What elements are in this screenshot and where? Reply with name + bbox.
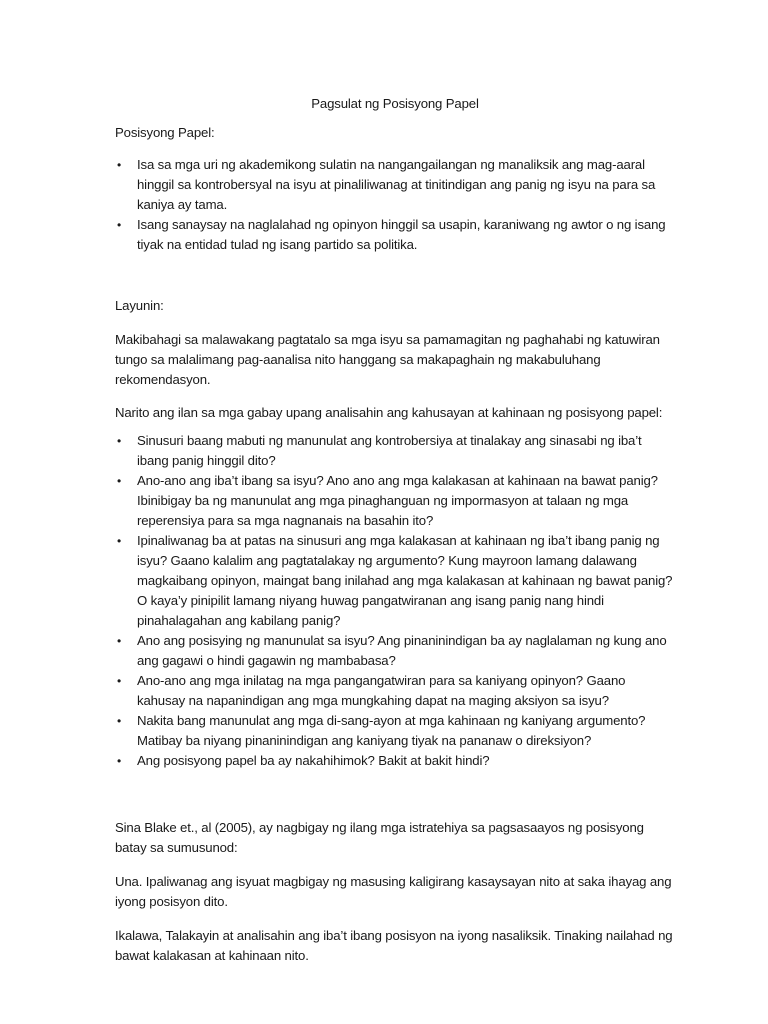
list-item-text: Isang sanaysay na naglalahad ng opinyon hinggil sa usapin, karaniwang ng awtor o ng isang tiyak na entidad tulad ng isang partido sa politika. (137, 217, 666, 252)
bullet-icon: • (117, 534, 122, 548)
list-item-text: Ano-ano ang iba’t ibang sa isyu? Ano ano ang mga kalakasan at kahinaan na bawat panig? Ibinibigay ba ng manunulat ang mga pinaghanguan ng impormasyon at talaan ng mga reperensiya para sa mga nagnanais na basahin ito? (137, 473, 658, 528)
list-item-text: Ipinaliwanag ba at patas na sinusuri ang mga kalakasan at kahinaan ng iba’t ibang panig ng isyu? Gaano kalalim ang pagtatalakay ng argumento? Kung mayroon lamang dalawang magkaibang opinyon, maingat bang inilahad ang mga kalakasan at kahinaan ng bawat panig? O kaya’y pinipilit lamang niyang huwag pangatwiranan ang isang panig nang hindi pinahalagahan ang kabilang panig? (137, 533, 673, 628)
spacer (115, 255, 675, 296)
list-item-text: Sinusuri baang mabuti ng manunulat ang kontrobersiya at tinalakay ang sinasabi ng iba’t ibang panig hinggil dito? (137, 433, 642, 468)
section-heading-posisyong-papel: Posisyong Papel: (115, 125, 215, 140)
list-item (115, 215, 675, 255)
ikalawa-paragraph: Ikalawa, Talakayin at analisahin ang iba’t ibang posisyon na iyong nasaliksik. Tinaking nailahad ng bawat kalakasan at kahinaan nito. (115, 928, 673, 963)
bullet-icon: • (117, 754, 122, 768)
section-heading-layunin: Layunin: (115, 298, 164, 313)
list-item (115, 751, 675, 771)
list-item-text: Isa sa mga uri ng akademikong sulatin na nangangailangan ng manaliksik ang mag-aaral hinggil sa kontrobersyal na isyu at pinaliliwanag at tinitindigan ang panig ng isyu na para sa kaniya ay tama. (137, 157, 656, 212)
list-item-text: Ano-ano ang mga inilatag na mga pangangatwiran para sa kaniyang opinyon? Gaano kahusay na napanindigan ang mga mungkahing dapat na maging aksiyon sa isyu? (137, 673, 626, 708)
bullet-icon: • (117, 674, 122, 688)
layunin-paragraph: Makibahagi sa malawakang pagtatalo sa mga isyu sa pamamagitan ng paghahabi ng katuwiran tungo sa malalimang pag-aanalisa nito hanggang sa makapaghain ng makabuluhang rekomendasyon. (115, 332, 660, 387)
bullet-icon: • (117, 158, 122, 172)
bullet-icon: • (117, 714, 122, 728)
bullet-icon: • (117, 218, 122, 232)
bullet-list-definitions (115, 155, 675, 255)
document-body (115, 94, 675, 966)
list-item-text: Nakita bang manunulat ang mga di-sang-ayon at mga kahinaan ng kaniyang argumento? Matibay ba niyang pinaninindigan ang kaniyang tiyak na pananaw o direksiyon? (137, 713, 646, 748)
bullet-list-gabay (115, 431, 675, 771)
bullet-icon: • (117, 634, 122, 648)
sina-blake-paragraph: Sina Blake et., al (2005), ay nagbigay ng ilang mga istratehiya sa pagsasaayos ng posisyong batay sa sumusunod: (115, 820, 644, 855)
list-item (115, 471, 675, 531)
bullet-icon: • (117, 434, 122, 448)
document-title: Pagsulat ng Posisyong Papel (311, 96, 479, 111)
gabay-intro-paragraph: Narito ang ilan sa mga gabay upang analisahin ang kahusayan at kahinaan ng posisyong papel: (115, 405, 663, 420)
list-item (115, 671, 675, 711)
list-item-text: Ang posisyong papel ba ay nakahihimok? Bakit at bakit hindi? (137, 753, 490, 768)
list-item (115, 711, 675, 751)
list-item (115, 631, 675, 671)
list-item (115, 155, 675, 215)
list-item (115, 431, 675, 471)
list-item-text: Ano ang posisying ng manunulat sa isyu? Ang pinaninindigan ba ay naglalaman ng kung ano ang gagawi o hindi gagawin ng mambabasa? (137, 633, 667, 668)
bullet-icon: • (117, 474, 122, 488)
una-paragraph: Una. Ipaliwanag ang isyuat magbigay ng masusing kaligirang kasaysayan nito at saka ihayag ang iyong posisyon dito. (115, 874, 672, 909)
list-item (115, 531, 675, 631)
